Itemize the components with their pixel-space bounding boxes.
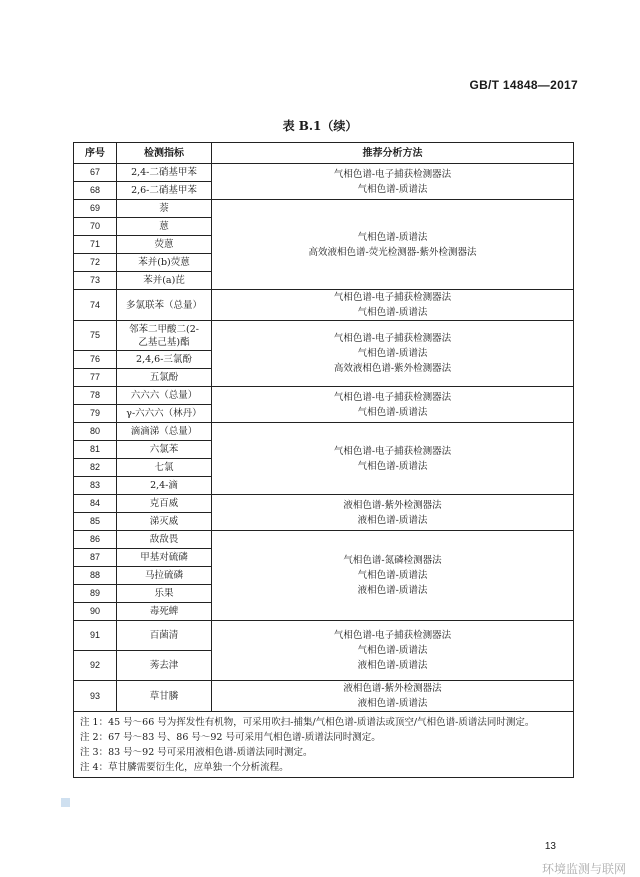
note-line: 注 1：45 号～66 号为挥发性有机物，可采用吹扫-捕集/气相色谱-质谱法或顶空/气相色谱-质谱法同时测定。 [80,717,535,728]
indicator-cell: 多氯联苯（总量） [117,290,212,321]
method-line: 气相色谱-质谱法 [357,348,428,359]
row-number: 81 [74,441,117,459]
table-row [74,531,574,549]
indicator-cell: 苯并(b)荧蒽 [117,254,212,272]
scan-mark [61,798,70,807]
watermark: 环境监测与联网 [541,862,626,876]
method-line: 液相色谱-质谱法 [357,585,428,596]
method-line: 气相色谱-质谱法 [357,183,428,195]
row-number: 93 [74,681,117,712]
indicator-cell: 滴滴涕（总量） [117,423,212,441]
row-number: 84 [74,495,117,513]
row-number: 68 [74,182,117,200]
indicator-cell: 五氯酚 [117,369,212,387]
row-number: 88 [74,567,117,585]
indicator-cell: 草甘膦 [117,681,212,712]
note-line: 注 2：67 号～83 号、86 号～92 号可采用气相色谱-质谱法同时测定。 [80,732,381,743]
table-row [74,387,574,405]
table-row [74,495,574,513]
method-line: 气相色谱-电子捕获检测器法 [333,333,452,344]
method-cell [212,321,574,387]
indicator-cell: 莠去津 [117,651,212,681]
method-line: 气相色谱-质谱法 [357,460,428,472]
indicator-cell: 七氯 [117,459,212,477]
notes-cell [74,712,574,778]
row-number: 77 [74,369,117,387]
method-line: 气相色谱-质谱法 [357,406,428,418]
indicator-cell: 克百威 [117,495,212,513]
row-number: 78 [74,387,117,405]
indicator-cell: 2,4-二硝基甲苯 [117,164,212,182]
row-number: 87 [74,549,117,567]
row-number: 79 [74,405,117,423]
indicator-cell: 萘 [117,200,212,218]
table-container [73,142,573,778]
method-line: 气相色谱-氮磷检测器法 [343,555,442,566]
method-cell [212,423,574,495]
row-number: 85 [74,513,117,531]
indicator-cell: 百菌清 [117,621,212,651]
row-number: 82 [74,459,117,477]
table-row [74,321,574,351]
indicator-cell: 2,4,6-三氯酚 [117,351,212,369]
indicator-cell: 敌敌畏 [117,531,212,549]
method-line: 气相色谱-质谱法 [357,570,428,581]
row-number: 69 [74,200,117,218]
row-number: 67 [74,164,117,182]
row-number: 71 [74,236,117,254]
table-row [74,621,574,651]
table-header-row [74,143,574,164]
method-line: 气相色谱-电子捕获检测器法 [333,391,452,403]
header-method: 推荐分析方法 [212,143,574,164]
row-number: 92 [74,651,117,681]
method-cell [212,495,574,531]
indicator-cell: 甲基对硫磷 [117,549,212,567]
header-no: 序号 [74,143,117,164]
indicator-cell: 马拉硫磷 [117,567,212,585]
standard-code: GB/T 14848—2017 [469,78,578,92]
indicator-cell: 荧蒽 [117,236,212,254]
table-row [74,681,574,712]
indicator-cell: 邻苯二甲酸二(2-乙基己基)酯 [117,321,212,351]
note-line: 注 4：草甘膦需要衍生化，应单独一个分析流程。 [80,762,289,773]
row-number: 72 [74,254,117,272]
method-cell [212,387,574,423]
row-number: 89 [74,585,117,603]
indicator-cell: 2,4-滴 [117,477,212,495]
method-line: 液相色谱-质谱法 [357,660,428,671]
method-cell [212,681,574,712]
table-row [74,290,574,321]
row-number: 74 [74,290,117,321]
indicator-cell: 毒死蜱 [117,603,212,621]
row-number: 70 [74,218,117,236]
header-indicator: 检测指标 [117,143,212,164]
note-line: 注 3：83 号～92 号可采用液相色谱-质谱法同时测定。 [80,747,313,758]
table-caption: 表 B.1（续） [282,119,358,133]
method-line: 气相色谱-质谱法 [357,645,428,656]
method-line: 液相色谱-质谱法 [357,698,428,709]
row-number: 90 [74,603,117,621]
indicator-cell: 蒽 [117,218,212,236]
row-number: 73 [74,272,117,290]
method-table [73,142,574,778]
indicator-cell: 2,6-二硝基甲苯 [117,182,212,200]
method-line: 液相色谱-紫外检测器法 [343,683,442,694]
method-line: 高效液相色谱-荧光检测器-紫外检测器法 [308,246,477,258]
method-cell [212,531,574,621]
row-number: 76 [74,351,117,369]
method-line: 液相色谱-紫外检测器法 [343,499,442,511]
page-number: 13 [544,841,556,852]
method-line: 气相色谱-电子捕获检测器法 [333,168,452,180]
indicator-cell: 苯并(a)芘 [117,272,212,290]
method-line: 气相色谱-质谱法 [357,307,428,318]
row-number: 86 [74,531,117,549]
method-line: 气相色谱-质谱法 [357,231,428,243]
indicator-cell: 涕灭威 [117,513,212,531]
indicator-cell: 六氯苯 [117,441,212,459]
indicator-cell: 六六六（总量） [117,387,212,405]
method-line: 气相色谱-电子捕获检测器法 [333,630,452,641]
row-number: 80 [74,423,117,441]
table-row [74,200,574,218]
method-cell [212,200,574,290]
table-row [74,423,574,441]
method-cell [212,621,574,681]
method-line: 高效液相色谱-紫外检测器法 [333,363,452,374]
table-row [74,164,574,182]
method-line: 液相色谱-质谱法 [357,514,428,526]
method-line: 气相色谱-电子捕获检测器法 [333,292,452,303]
row-number: 75 [74,321,117,351]
method-line: 气相色谱-电子捕获检测器法 [333,445,452,457]
indicator-cell: 乐果 [117,585,212,603]
method-cell [212,290,574,321]
indicator-cell: γ-六六六（林丹） [117,405,212,423]
row-number: 91 [74,621,117,651]
row-number: 83 [74,477,117,495]
method-cell [212,164,574,200]
notes-row [74,712,574,778]
